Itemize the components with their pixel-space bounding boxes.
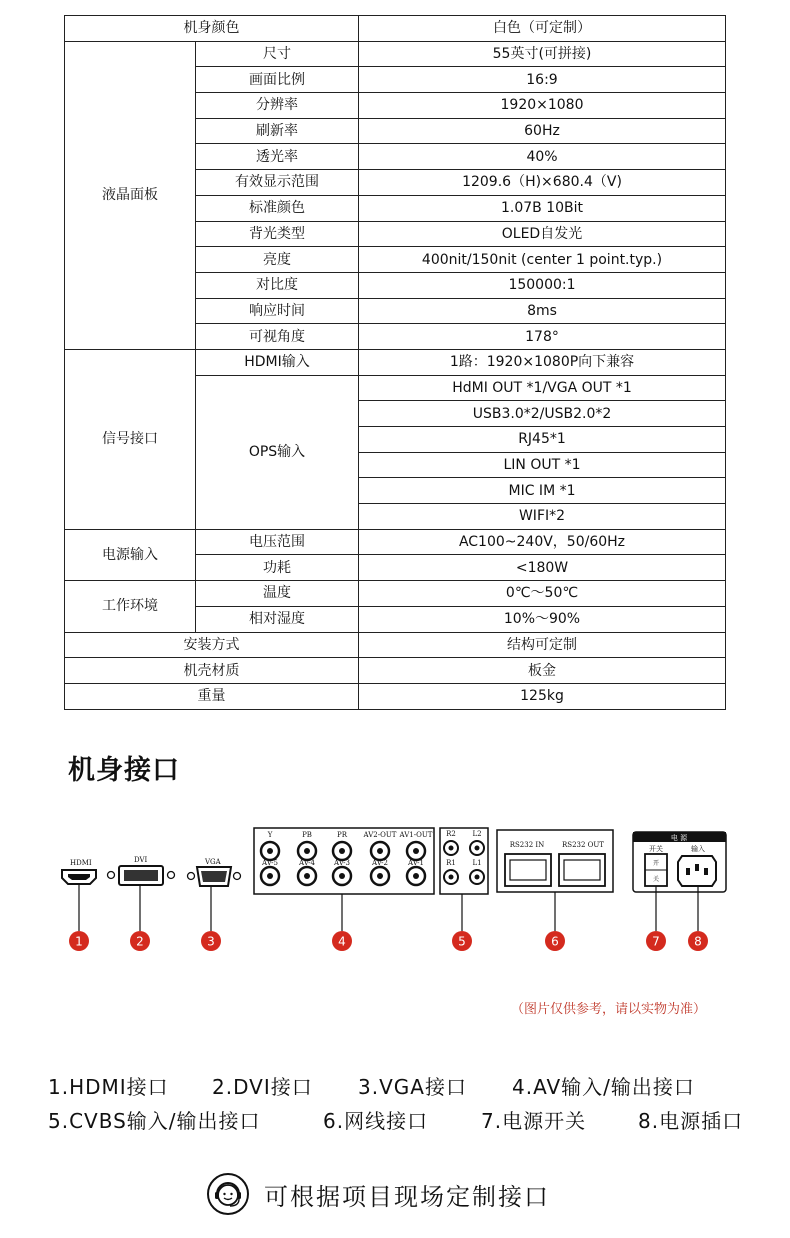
spec-label: 温度 bbox=[196, 581, 359, 607]
spec-value: 1.07B 10Bit bbox=[359, 195, 726, 221]
switch-off-mark: 关 bbox=[652, 876, 660, 883]
av-jack-pin bbox=[413, 873, 419, 879]
av-label-av3: AV-3 bbox=[334, 859, 350, 867]
spec-value: 400nit/150nit (center 1 point.typ.) bbox=[359, 247, 726, 273]
power-input-label: 输入 bbox=[691, 845, 705, 853]
spec-label: 机身颜色 bbox=[65, 16, 359, 42]
spec-label: 尺寸 bbox=[196, 41, 359, 67]
rj45-out-icon bbox=[559, 854, 605, 886]
spec-label: 相对湿度 bbox=[196, 606, 359, 632]
marker-number: 3 bbox=[207, 934, 215, 949]
socket-pin-left bbox=[686, 868, 690, 875]
av-label-av2-out: AV2-OUT bbox=[363, 831, 397, 839]
spec-value: 55英寸(可拼接) bbox=[359, 41, 726, 67]
spec-value: HdMI OUT *1/VGA OUT *1 bbox=[359, 375, 726, 401]
audio-label-l2: L2 bbox=[472, 830, 482, 838]
legend-item: 1.HDMI接口 bbox=[48, 1075, 169, 1099]
table-row bbox=[65, 529, 726, 555]
spec-value: MIC IM *1 bbox=[359, 478, 726, 504]
legend-item: 6.网线接口 bbox=[323, 1109, 429, 1133]
spec-label: 电压范围 bbox=[196, 529, 359, 555]
av-label-av4: AV-4 bbox=[299, 859, 315, 867]
legend-item: 4.AV输入/输出接口 bbox=[512, 1075, 695, 1099]
av-label-av5: AV-5 bbox=[262, 859, 278, 867]
vga-label: VGA bbox=[205, 858, 221, 866]
spec-label: OPS输入 bbox=[196, 375, 359, 529]
legend-line-1 bbox=[48, 1071, 695, 1100]
spec-value: 150000:1 bbox=[359, 272, 726, 298]
socket-pin-right bbox=[704, 868, 708, 875]
av-label-av2: AV-2 bbox=[372, 859, 388, 867]
marker-7 bbox=[646, 931, 666, 951]
av-jack-pin bbox=[304, 848, 310, 854]
spec-value: 白色（可定制） bbox=[359, 16, 726, 42]
rs232-in-label: RS232 IN bbox=[509, 841, 545, 849]
marker-number: 5 bbox=[458, 934, 466, 949]
table-row bbox=[65, 683, 726, 709]
marker-number: 6 bbox=[551, 934, 559, 949]
spec-value: 40% bbox=[359, 144, 726, 170]
rs232-out-label: RS232 OUT bbox=[562, 841, 604, 849]
av-jack-pin bbox=[377, 848, 383, 854]
av-label-pb: PB bbox=[302, 831, 312, 839]
interface-diagram bbox=[0, 820, 790, 960]
spec-value: 125kg bbox=[359, 683, 726, 709]
switch-on-mark: 开 bbox=[652, 860, 660, 867]
spec-label: 可视角度 bbox=[196, 324, 359, 350]
spec-label: 功耗 bbox=[196, 555, 359, 581]
audio-jack-pin bbox=[475, 875, 480, 880]
spec-value: 1920×1080 bbox=[359, 93, 726, 119]
audio-label-r2: R2 bbox=[446, 830, 456, 838]
spec-value: 0℃～50℃ bbox=[359, 581, 726, 607]
hdmi-label: HDMI bbox=[70, 859, 92, 867]
av-label-av1: AV-1 bbox=[408, 859, 424, 867]
spec-label: 分辨率 bbox=[196, 93, 359, 119]
legend-item: 8.电源插口 bbox=[638, 1109, 744, 1133]
spec-value: 178° bbox=[359, 324, 726, 350]
spec-label: 响应时间 bbox=[196, 298, 359, 324]
spec-value: WIFI*2 bbox=[359, 504, 726, 530]
spec-value: 8ms bbox=[359, 298, 726, 324]
av-label-y: Y bbox=[267, 831, 273, 839]
legend-item: 3.VGA接口 bbox=[358, 1075, 467, 1099]
marker-2 bbox=[130, 931, 150, 951]
spec-value: 1路：1920×1080P向下兼容 bbox=[359, 349, 726, 375]
audio-label-r1: R1 bbox=[446, 859, 456, 867]
group-power-input: 电源输入 bbox=[65, 529, 196, 580]
spec-value: 16:9 bbox=[359, 67, 726, 93]
marker-4 bbox=[332, 931, 352, 951]
legend-item: 2.DVI接口 bbox=[212, 1075, 313, 1099]
audio-label-l1: L1 bbox=[472, 859, 482, 867]
footer-text: 可根据项目现场定制接口 bbox=[264, 1182, 550, 1211]
table-row bbox=[65, 41, 726, 67]
spec-value: RJ45*1 bbox=[359, 427, 726, 453]
table-row bbox=[65, 16, 726, 42]
reference-note: （图片仅供参考，请以实物为准） bbox=[511, 1002, 707, 1017]
marker-number: 4 bbox=[338, 934, 346, 949]
av-jack-pin bbox=[339, 848, 345, 854]
marker-6 bbox=[545, 931, 565, 951]
spec-value: AC100~240V，50/60Hz bbox=[359, 529, 726, 555]
av-jack-pin bbox=[267, 848, 273, 854]
spec-value: 1209.6（H)×680.4（V) bbox=[359, 170, 726, 196]
section-title: 机身接口 bbox=[68, 755, 180, 786]
spec-value: 板金 bbox=[359, 658, 726, 684]
power-switch-label: 开关 bbox=[649, 845, 663, 853]
customer-service-icon bbox=[206, 1172, 250, 1216]
av-jack-pin bbox=[339, 873, 345, 879]
audio-jack-pin bbox=[449, 846, 454, 851]
av-label-pr: PR bbox=[337, 831, 347, 839]
table-row bbox=[65, 349, 726, 375]
spec-label: 画面比例 bbox=[196, 67, 359, 93]
marker-3 bbox=[201, 931, 221, 951]
group-lcd-panel: 液晶面板 bbox=[65, 41, 196, 349]
marker-8 bbox=[688, 931, 708, 951]
spec-label: 背光类型 bbox=[196, 221, 359, 247]
audio-jack-pin bbox=[449, 875, 454, 880]
table-row bbox=[65, 581, 726, 607]
vga-screw-right bbox=[234, 873, 241, 880]
hdmi-port-inner bbox=[68, 874, 90, 880]
legend-item: 7.电源开关 bbox=[481, 1109, 587, 1133]
spec-label: 安装方式 bbox=[65, 632, 359, 658]
av-jack-pin bbox=[267, 873, 273, 879]
dvi-screw-right bbox=[168, 872, 175, 879]
spec-value: 10%～90% bbox=[359, 606, 726, 632]
legend-line-2 bbox=[48, 1105, 743, 1134]
marker-number: 8 bbox=[694, 934, 702, 949]
spec-label: 刷新率 bbox=[196, 118, 359, 144]
socket-pin-mid bbox=[695, 864, 699, 871]
av-jack-pin bbox=[304, 873, 310, 879]
power-title: 电 源 bbox=[670, 834, 688, 842]
spec-label: 亮度 bbox=[196, 247, 359, 273]
rj45-in-icon bbox=[505, 854, 551, 886]
audio-jack-pin bbox=[475, 846, 480, 851]
spec-label: HDMI输入 bbox=[196, 349, 359, 375]
spec-value: OLED自发光 bbox=[359, 221, 726, 247]
spec-label: 对比度 bbox=[196, 272, 359, 298]
spec-value: 60Hz bbox=[359, 118, 726, 144]
footer bbox=[206, 1172, 550, 1216]
spec-value: 结构可定制 bbox=[359, 632, 726, 658]
marker-number: 1 bbox=[75, 934, 83, 949]
group-work-environment: 工作环境 bbox=[65, 581, 196, 632]
vga-screw-left bbox=[188, 873, 195, 880]
legend-item: 5.CVBS输入/输出接口 bbox=[48, 1109, 261, 1133]
marker-number: 2 bbox=[136, 934, 144, 949]
spec-value: USB3.0*2/USB2.0*2 bbox=[359, 401, 726, 427]
spec-label: 透光率 bbox=[196, 144, 359, 170]
av-jack-pin bbox=[413, 848, 419, 854]
spec-label: 重量 bbox=[65, 683, 359, 709]
table-row bbox=[65, 658, 726, 684]
group-signal-interface: 信号接口 bbox=[65, 349, 196, 529]
spec-label: 有效显示范围 bbox=[196, 170, 359, 196]
spec-label: 标准颜色 bbox=[196, 195, 359, 221]
vga-port-pins bbox=[201, 871, 227, 882]
av-jack-pin bbox=[377, 873, 383, 879]
av-label-av1-out: AV1-OUT bbox=[399, 831, 433, 839]
spec-value: <180W bbox=[359, 555, 726, 581]
spec-value: LIN OUT *1 bbox=[359, 452, 726, 478]
dvi-port-pins bbox=[124, 870, 158, 881]
marker-number: 7 bbox=[652, 934, 660, 949]
spec-label: 机壳材质 bbox=[65, 658, 359, 684]
dvi-screw-left bbox=[108, 872, 115, 879]
marker-1 bbox=[69, 931, 89, 951]
table-row bbox=[65, 632, 726, 658]
dvi-label: DVI bbox=[134, 856, 148, 864]
marker-5 bbox=[452, 931, 472, 951]
spec-table bbox=[64, 15, 726, 710]
